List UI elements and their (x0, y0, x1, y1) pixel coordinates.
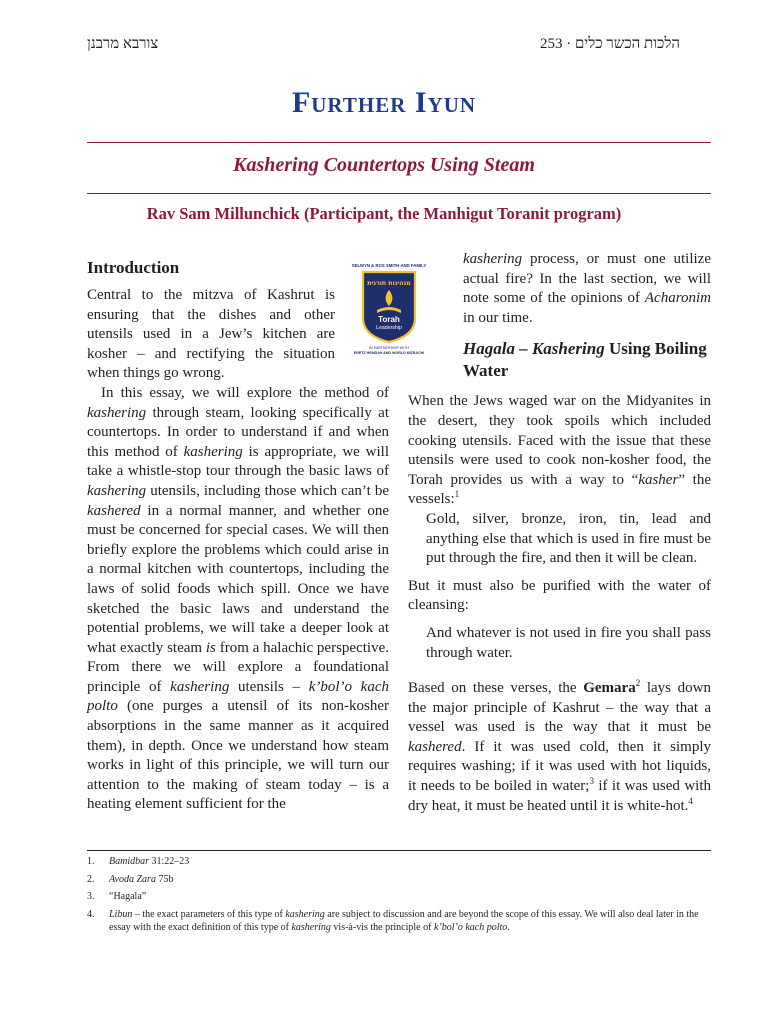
title-divider-bottom (87, 193, 711, 194)
intro-paragraph-2: In this essay, we will explore the method of kashering through steam, looking specifically at countertops. In order to understand if and when this method of kashering is appropriate, we will take a whistle-stop tour through the basic laws of kashering utensils, including those which can’t be kashered in a normal manner, and whether one must be concerned for special cases. We will then briefly explore the problems which could arise in a normal kitchen with countertops, including the laws of solid foods which spill. Once we have sketched the basic laws and understand the potential problems, we will take a deeper look at what exactly steam is from a halachic perspective. From there we will explore a foundational principle of kashering utensils – k’bol’o kach polto (one purges a utensil of its non-kosher absorptions in the same manner as it acquired them), in depth. Once we understand how steam works in light of this principle, we will turn our attention to the making of steam today – is a heating element sufficient for the (87, 384, 389, 813)
running-head-right: 253 · הלכות הכשר כלים (539, 36, 680, 52)
gemara-paragraph: Based on these verses, the Gemara$^2$ lays down the major principle of Kashrut – the way that a vessel was used is the way that it must be kashered. If it was used cold, then it simply requires washing; if it was used with hot liquids, it needs to be boiled in water;$^3$ if it was used with dry heat, it must be heated until it is white-hot.$^4$ (408, 678, 711, 814)
intro-paragraph-1: Central to the mitzva of Kashrut is ensuring that the dishes and other utensils used in a Jew’s kitchen are kosher – and rectifying the situation when things go wrong. (87, 287, 335, 382)
footnote-divider (87, 850, 711, 851)
title-divider-top (87, 142, 711, 143)
running-head-left: צורבא מרבנן (87, 36, 159, 52)
purified-paragraph: But it must also be purified with the water of cleansing: (408, 577, 711, 614)
footnote-item: 1. Bamidbar 31:22–23 (87, 856, 190, 867)
footnote-item: 3. “Hagala” (87, 891, 147, 902)
article-author: Rav Sam Millunchick (Participant, the Manhigut Toranit program) (146, 204, 622, 223)
verse-quote-1: Gold, silver, bronze, iron, tin, lead and anything else that which is used in fire must be put through the fire, and then it will be clean. (426, 510, 711, 567)
logo-bottom-text-1: IN PARTNERSHIP WITH (369, 346, 409, 350)
logo-bottom-text-2: ERETZ HEMDAH AND WORLD MIZRACHI (353, 351, 425, 355)
footnote-ref-3: 3 (589, 776, 594, 787)
introduction-heading: Introduction (87, 258, 180, 277)
verse-quote-2: And whatever is not used in fire you shall pass through water. (426, 624, 711, 661)
logo-top-text: SELWYN & ROS SMITH AND FAMILY (351, 263, 427, 268)
right-column (408, 250, 711, 816)
footnote-ref-2: 2 (635, 678, 641, 689)
logo-line2: Leadership (376, 325, 402, 331)
left-column (87, 256, 389, 815)
footnote-item: 4. Libun – the exact parameters of this type of kashering are subject to discussion and are beyond the scope of this essay. We will also deal later in the essay with the exact definition of this type of kashering vis-à-vis the principle of k’bol’o kach polto. (87, 908, 699, 933)
continued-paragraph: kashering process, or must one utilize actual fire? In the last section, we will note some of the opinions of Acharonim in our time. (463, 251, 711, 326)
article-subtitle: Kashering Countertops Using Steam (233, 154, 535, 176)
footnotes (87, 855, 711, 939)
page-title: Further Iyun (291, 86, 477, 119)
footnote-item: 2. Avoda Zara 75b (87, 873, 174, 885)
midyanites-paragraph: When the Jews waged war on the Midyanites in the desert, they took spoils which included cooking utensils. Faced with the issue that these utensils were used to cook non-kosher food, the Torah provides us with a way to “kasher” the vessels:$^1$ (408, 393, 711, 508)
footnote-ref-4: 4 (688, 795, 693, 806)
footnote-ref-1: 1 (454, 489, 460, 500)
hagala-heading: Hagala – Kashering Using Boiling Water (463, 339, 707, 381)
logo-line1: Torah (378, 315, 400, 324)
logo-hebrew: מנהיגות תורנית (367, 280, 411, 287)
